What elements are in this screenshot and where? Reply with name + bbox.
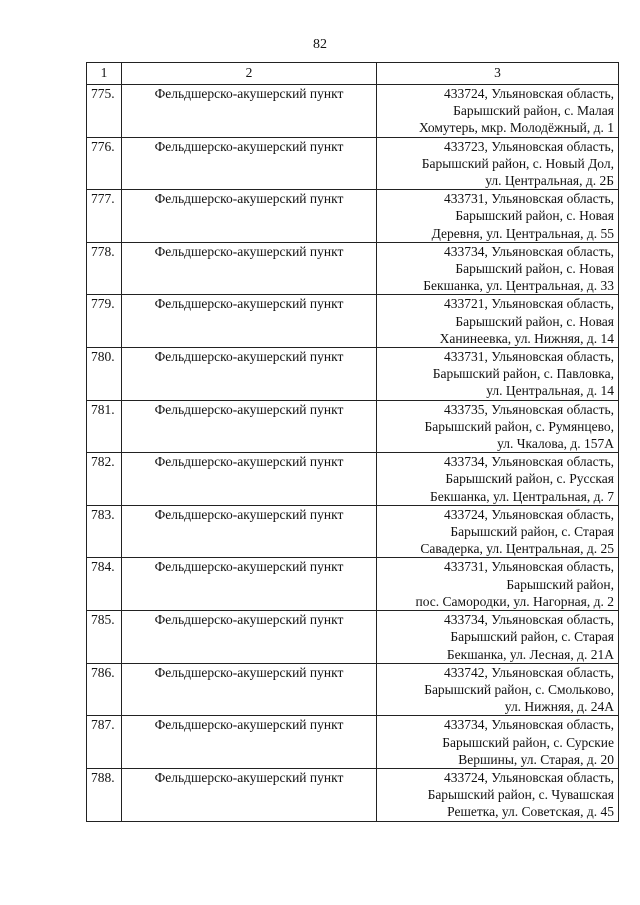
page-number: 82 xyxy=(313,37,327,52)
facility-address xyxy=(377,453,619,506)
address-line: Барышский район, с. Новый Дол, xyxy=(421,155,614,171)
facility-address xyxy=(377,558,619,611)
row-number: 775. xyxy=(87,85,122,138)
address-line: пос. Самородки, ул. Нагорная, д. 2 xyxy=(415,593,614,609)
address-line: 433724, Ульяновская область, xyxy=(443,506,614,522)
table-row xyxy=(87,558,619,611)
facility-address xyxy=(377,768,619,821)
table-body xyxy=(87,85,619,822)
facility-name: Фельдшерско-акушерский пункт xyxy=(122,505,377,558)
row-number: 780. xyxy=(87,348,122,401)
row-number: 777. xyxy=(87,190,122,243)
address-line: 433734, Ульяновская область, xyxy=(443,243,614,259)
row-number: 783. xyxy=(87,505,122,558)
address-line: 433734, Ульяновская область, xyxy=(443,717,614,733)
facility-name: Фельдшерско-акушерский пункт xyxy=(122,768,377,821)
address-line: Барышский район, с. Новая xyxy=(455,261,614,277)
address-line: 433734, Ульяновская область, xyxy=(443,612,614,628)
facility-name: Фельдшерско-акушерский пункт xyxy=(122,611,377,664)
facility-name: Фельдшерско-акушерский пункт xyxy=(122,190,377,243)
address-line: 433724, Ульяновская область, xyxy=(443,86,614,101)
table-row xyxy=(87,400,619,453)
facility-name: Фельдшерско-акушерский пункт xyxy=(122,295,377,348)
facility-address xyxy=(377,348,619,401)
address-line: Барышский район, с. Смольково, xyxy=(424,681,614,697)
table-row xyxy=(87,137,619,190)
address-line: 433731, Ульяновская область, xyxy=(443,191,614,207)
address-line: 433742, Ульяновская область, xyxy=(443,664,614,680)
facility-address xyxy=(377,400,619,453)
facility-name: Фельдшерско-акушерский пункт xyxy=(122,663,377,716)
address-line: Барышский район, с. Старая xyxy=(450,524,614,540)
facility-name: Фельдшерско-акушерский пункт xyxy=(122,242,377,295)
address-line: 433724, Ульяновская область, xyxy=(443,769,614,785)
facility-name: Фельдшерско-акушерский пункт xyxy=(122,716,377,769)
address-line: 433721, Ульяновская область, xyxy=(443,296,614,312)
address-line: Бекшанка, ул. Центральная, д. 33 xyxy=(423,278,614,294)
column-header: 3 xyxy=(377,63,619,85)
table-row xyxy=(87,453,619,506)
row-number: 776. xyxy=(87,137,122,190)
facility-address xyxy=(377,137,619,190)
table-row xyxy=(87,611,619,664)
address-line: Ханинеевка, ул. Нижняя, д. 14 xyxy=(439,330,614,346)
row-number: 781. xyxy=(87,400,122,453)
facility-address xyxy=(377,716,619,769)
facility-name: Фельдшерско-акушерский пункт xyxy=(122,400,377,453)
table-header-row xyxy=(87,63,619,85)
facility-address xyxy=(377,85,619,138)
facility-address xyxy=(377,190,619,243)
address-line: Бекшанка, ул. Центральная, д. 7 xyxy=(430,488,614,504)
row-number: 782. xyxy=(87,453,122,506)
table-row xyxy=(87,242,619,295)
facility-name: Фельдшерско-акушерский пункт xyxy=(122,453,377,506)
address-line: ул. Центральная, д. 14 xyxy=(486,383,614,399)
address-line: Барышский район, с. Малая xyxy=(453,103,614,119)
address-line: Барышский район, с. Павловка, xyxy=(432,366,614,382)
address-line: Барышский район, с. Сурские xyxy=(442,734,614,750)
facility-address xyxy=(377,505,619,558)
facility-name: Фельдшерско-акушерский пункт xyxy=(122,348,377,401)
facility-name: Фельдшерско-акушерский пункт xyxy=(122,85,377,138)
address-line: Барышский район, с. Русская xyxy=(445,471,614,487)
table-row xyxy=(87,348,619,401)
row-number: 785. xyxy=(87,611,122,664)
column-header: 1 xyxy=(87,63,122,85)
facility-address xyxy=(377,663,619,716)
address-line: Бекшанка, ул. Лесная, д. 21А xyxy=(446,646,614,662)
facility-address xyxy=(377,242,619,295)
address-line: 433731, Ульяновская область, xyxy=(443,559,614,575)
row-number: 784. xyxy=(87,558,122,611)
table-row xyxy=(87,295,619,348)
address-line: 433731, Ульяновская область, xyxy=(443,349,614,365)
row-number: 779. xyxy=(87,295,122,348)
address-line: Барышский район, xyxy=(506,576,614,592)
facility-address xyxy=(377,295,619,348)
address-line: 433723, Ульяновская область, xyxy=(443,138,614,154)
row-number: 788. xyxy=(87,768,122,821)
address-line: Барышский район, с. Чувашская xyxy=(427,787,614,803)
table-row xyxy=(87,505,619,558)
facility-table xyxy=(86,62,619,822)
address-line: Барышский район, с. Новая xyxy=(455,208,614,224)
facility-name: Фельдшерско-акушерский пункт xyxy=(122,558,377,611)
address-line: 433734, Ульяновская область, xyxy=(443,454,614,470)
address-line: Вершины, ул. Старая, д. 20 xyxy=(458,751,614,767)
table-row xyxy=(87,716,619,769)
table-row xyxy=(87,663,619,716)
address-line: Деревня, ул. Центральная, д. 55 xyxy=(431,225,614,241)
address-line: ул. Чкалова, д. 157А xyxy=(497,436,614,452)
address-line: Барышский район, с. Новая xyxy=(455,313,614,329)
table-row xyxy=(87,768,619,821)
table-row xyxy=(87,85,619,138)
address-line: Барышский район, с. Старая xyxy=(450,629,614,645)
table-row xyxy=(87,190,619,243)
address-line: 433735, Ульяновская область, xyxy=(443,401,614,417)
address-line: Решетка, ул. Советская, д. 45 xyxy=(447,804,614,820)
row-number: 778. xyxy=(87,242,122,295)
address-line: Барышский район, с. Румянцево, xyxy=(424,418,614,434)
row-number: 787. xyxy=(87,716,122,769)
facility-name: Фельдшерско-акушерский пункт xyxy=(122,137,377,190)
column-header: 2 xyxy=(122,63,377,85)
address-line: Савадерка, ул. Центральная, д. 25 xyxy=(420,541,614,557)
facility-address xyxy=(377,611,619,664)
address-line: ул. Нижняя, д. 24А xyxy=(504,699,614,715)
row-number: 786. xyxy=(87,663,122,716)
address-line: ул. Центральная, д. 2Б xyxy=(485,173,614,189)
address-line: Хомутерь, мкр. Молодёжный, д. 1 xyxy=(419,120,614,136)
